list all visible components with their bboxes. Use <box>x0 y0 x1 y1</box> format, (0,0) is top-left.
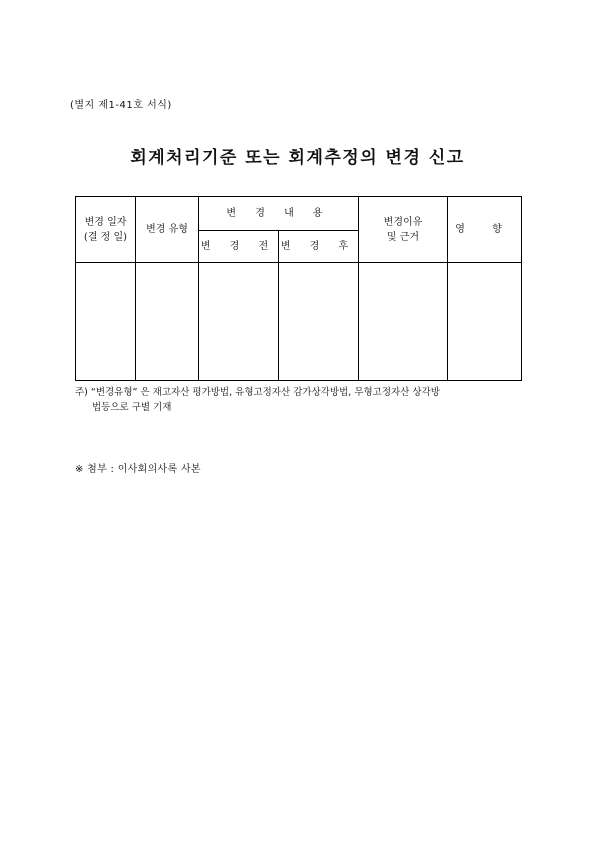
table-row <box>76 263 522 381</box>
document-title: 회계처리기준 또는 회계추정의 변경 신고 <box>130 148 465 168</box>
cell-reason[interactable] <box>359 263 448 381</box>
cell-change-type[interactable] <box>136 263 199 381</box>
cell-after-change[interactable] <box>279 263 359 381</box>
footnote-line2: 법등으로 구별 기재 <box>92 402 172 413</box>
attachment-note: ※ 첨부 : 이사회의사록 사본 <box>75 464 201 475</box>
header-change-content: 변 경 내 용 <box>199 197 359 231</box>
header-change-date <box>76 197 136 263</box>
change-report-table <box>75 196 522 381</box>
cell-before-change[interactable] <box>199 263 279 381</box>
header-after-change: 변 경 후 <box>279 231 359 263</box>
header-before-change: 변 경 전 <box>199 231 279 263</box>
header-effect: 영 향 <box>448 197 522 263</box>
header-change-date-line1: 변경 일자 <box>84 216 127 228</box>
footnote-line1: 주) “변경유형” 은 재고자산 평가방법, 유형고정자산 감가상각방법, 무형고정자산 상각방 <box>75 387 440 398</box>
footnote <box>75 385 535 415</box>
header-reason-line1: 변경이유 <box>383 216 423 228</box>
cell-effect[interactable] <box>448 263 522 381</box>
form-number-label: (별지 제1-41호 서식) <box>70 100 172 111</box>
header-reason <box>359 197 448 263</box>
header-reason-line2: 및 근거 <box>386 231 420 243</box>
header-change-type: 변경 유형 <box>136 197 199 263</box>
cell-change-date[interactable] <box>76 263 136 381</box>
header-change-date-line2: (결 정 일) <box>83 231 128 243</box>
